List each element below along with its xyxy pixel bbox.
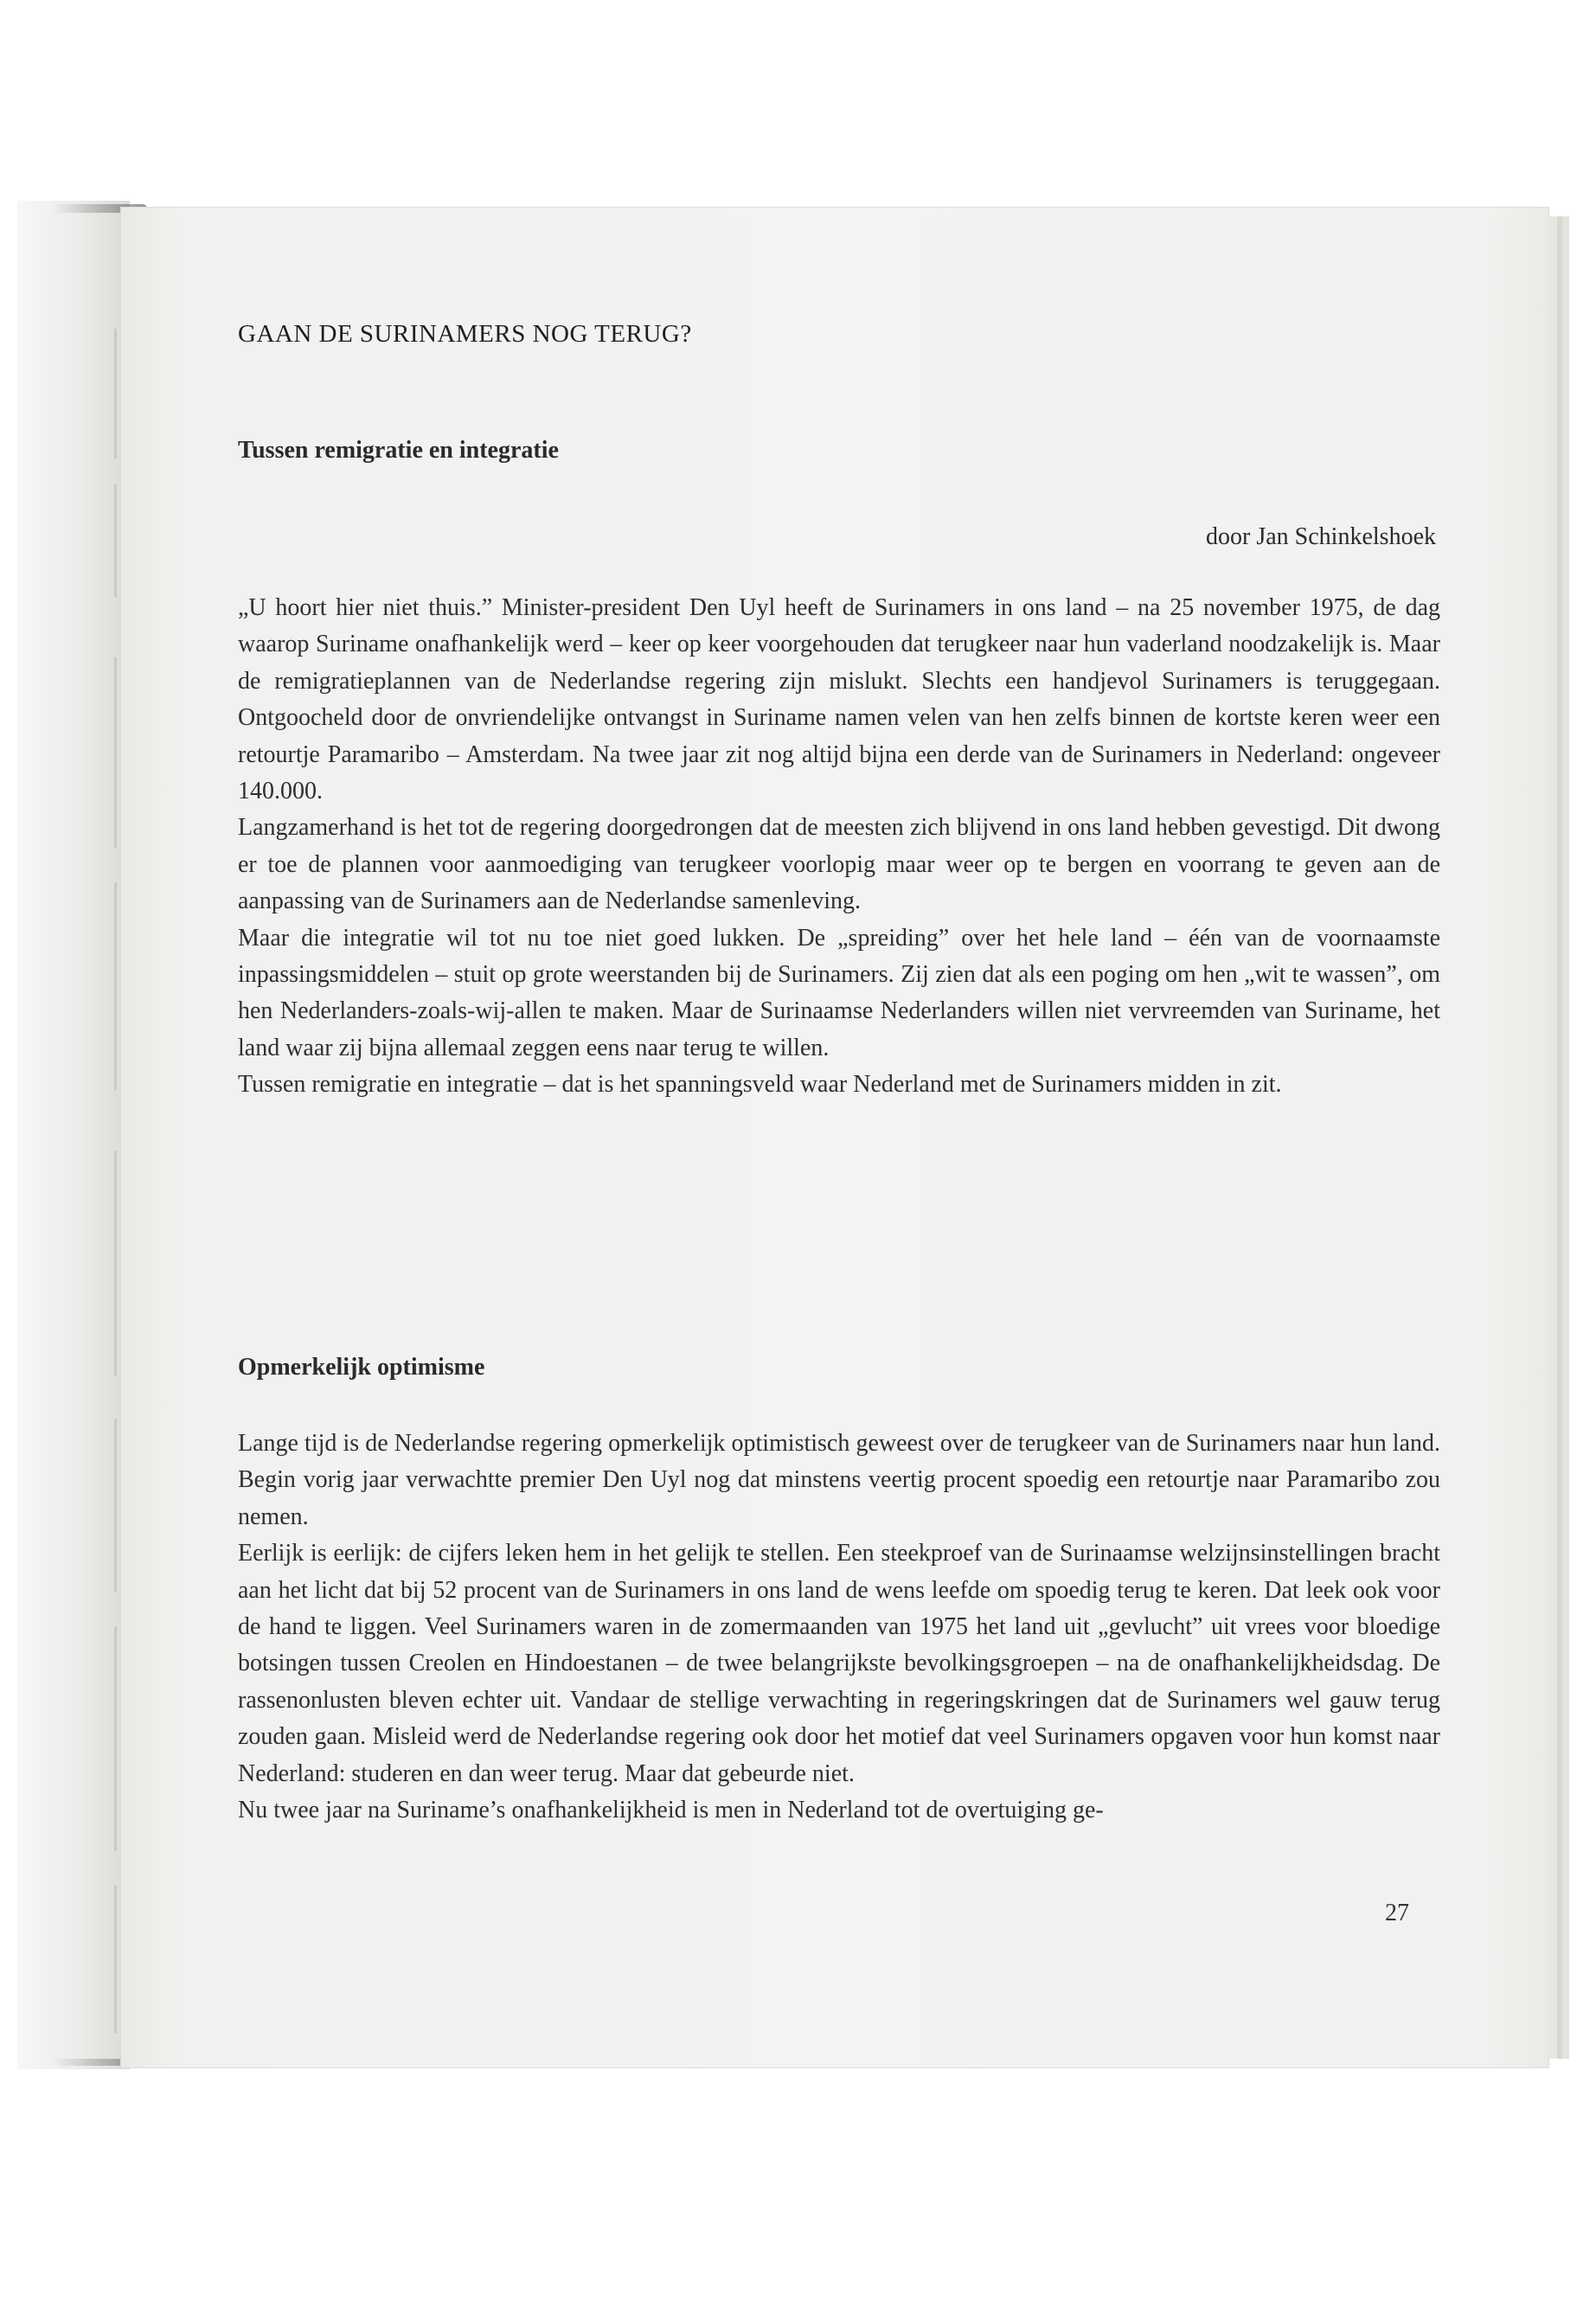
spine-mark [114,1886,117,2033]
paragraph: Tussen remigratie en integratie – dat is het spanningsveld waar Nederland met de Surinamers midden in zit. [238,1071,1282,1099]
page-edge [1562,216,1569,2059]
paragraph: „U hoort hier niet thuis.” Minister-president Den Uyl heeft de Surinamers in ons land – na 25 november 1975, de dag waarop Suriname onafhankelijk werd – keer op keer voorgehouden dat terugkeer naar hun vaderland noodzakelijk is. Maar de remigratieplannen van de Nederlandse regering zijn mislukt. Slechts een handjevol Surinamers is teruggegaan. Ontgoocheld door de onvriendelijke ontvangst in Suriname namen velen van hen zelfs binnen de kortste keren weer een retourtje Paramaribo – Amsterdam. Na twee jaar zit nog altijd bijna een derde van de Surinamers in Nederland: ongeveer 140.000. [238,594,1440,805]
book-spine [17,201,130,2069]
spine-mark [114,1419,117,1592]
spine-mark [114,484,117,597]
spine-mark [114,1150,117,1375]
paragraph: Maar die integratie wil tot nu toe niet goed lukken. De „spreiding” over het hele land – één van de voornaamste inpassingsmiddelen – stuit op grote weerstanden bij de Surinamers. Zij zien dat als een poging om hen „wit te wassen”, om hen Nederlanders-zoals-wij-allen te maken. Maar de Surinaamse Nederlanders willen niet vervreemden van Suriname, het land waar zij bijna allemaal zeggen eens naar terug te willen. [238,924,1440,1061]
page-edge [1548,216,1557,2059]
paragraph: Langzamerhand is het tot de regering doorgedrongen dat de meesten zich blijvend in ons land hebben gevestigd. Dit dwong er toe de plannen voor aanmoediging van terugkeer voorlopig maar weer op te bergen en voorrang te geven aan de aanpassing van de Surinamers aan de Nederlandse samenleving. [238,814,1440,915]
article-author: door Jan Schinkelshoek [1206,523,1436,550]
article-title: GAAN DE SURINAMERS NOG TERUG? [238,320,692,348]
paragraph: Nu twee jaar na Suriname’s onafhankelijkheid is men in Nederland tot de overtuiging ge- [238,1797,1104,1824]
paragraph: Lange tijd is de Nederlandse regering opmerkelijk optimistisch geweest over de terugkeer van de Surinamers naar hun land. Begin vorig jaar verwachtte premier Den Uyl nog dat minstens veertig procent spoedig een retourtje naar Paramaribo zou nemen. [238,1430,1440,1530]
spine-mark [114,882,117,1090]
spine-mark [114,657,117,848]
section-1-body [238,590,1440,1104]
page-number: 27 [1385,1900,1409,1926]
paragraph: Eerlijk is eerlijk: de cijfers leken hem in het gelijk te stellen. Een steekproef van de Surinaamse welzijnsinstellingen bracht aan het licht dat bij 52 procent van de Surinamers in ons land de wens leefde om spoedig terug te keren. Dat leek ook voor de hand te liggen. Veel Surinamers waren in de zomermaanden van 1975 het land uit „gevlucht” uit vrees voor bloedige botsingen tussen Creolen en Hindoestanen – de twee belangrijkste bevolkingsgroepen – na de onafhankelijkheidsdag. De rassenonlusten bleven echter uit. Vandaar de stellige verwachting in regeringskringen dat de Surinamers wel gauw terug zouden gaan. Misleid werd de Nederlandse regering ook door het motief dat veel Surinamers opgaven voor hun komst naar Nederland: studeren en dan weer terug. Maar dat gebeurde niet. [238,1540,1440,1787]
article-subtitle: Tussen remigratie en integratie [238,437,559,464]
section-2-body [238,1426,1440,1829]
spine-mark [114,1626,117,1851]
section-heading: Opmerkelijk optimisme [238,1354,485,1381]
spine-mark [114,329,117,458]
